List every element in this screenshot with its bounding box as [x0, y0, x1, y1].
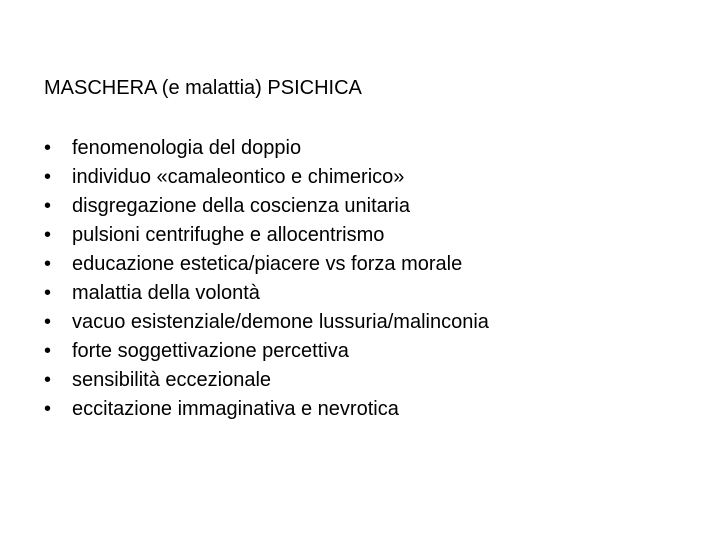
list-item-text: malattia della volontà	[72, 282, 260, 304]
bullet-icon: •	[44, 137, 52, 159]
list-item-text: disgregazione della coscienza unitaria	[72, 195, 410, 217]
list-item	[44, 136, 489, 165]
list-item-text: fenomenologia del doppio	[72, 137, 302, 159]
bullet-icon: •	[44, 166, 52, 188]
bullet-icon: •	[44, 311, 52, 333]
list-item-text: vacuo esistenziale/demone lussuria/malinconia	[72, 311, 489, 333]
list-item-text: educazione estetica/piacere vs forza morale	[72, 253, 463, 275]
bullet-icon: •	[44, 224, 52, 246]
list-item	[44, 310, 489, 339]
bullet-icon: •	[44, 398, 52, 420]
bullet-icon: •	[44, 369, 52, 391]
bullet-icon: •	[44, 253, 52, 275]
list-item	[44, 194, 489, 223]
list-item	[44, 397, 489, 426]
slide-title: MASCHERA (e malattia) PSICHICA	[44, 77, 362, 99]
list-item	[44, 165, 489, 194]
list-item	[44, 368, 489, 397]
bullet-list	[44, 136, 489, 426]
bullet-icon: •	[44, 195, 52, 217]
list-item-text: forte soggettivazione percettiva	[72, 340, 349, 362]
list-item	[44, 252, 489, 281]
list-item-text: individuo «camaleontico e chimerico»	[72, 166, 405, 188]
list-item	[44, 223, 489, 252]
list-item-text: pulsioni centrifughe e allocentrismo	[72, 224, 385, 246]
list-item	[44, 339, 489, 368]
list-item	[44, 281, 489, 310]
bullet-icon: •	[44, 340, 52, 362]
bullet-icon: •	[44, 282, 52, 304]
list-item-text: eccitazione immaginativa e nevrotica	[72, 398, 399, 420]
list-item-text: sensibilità eccezionale	[72, 369, 272, 391]
